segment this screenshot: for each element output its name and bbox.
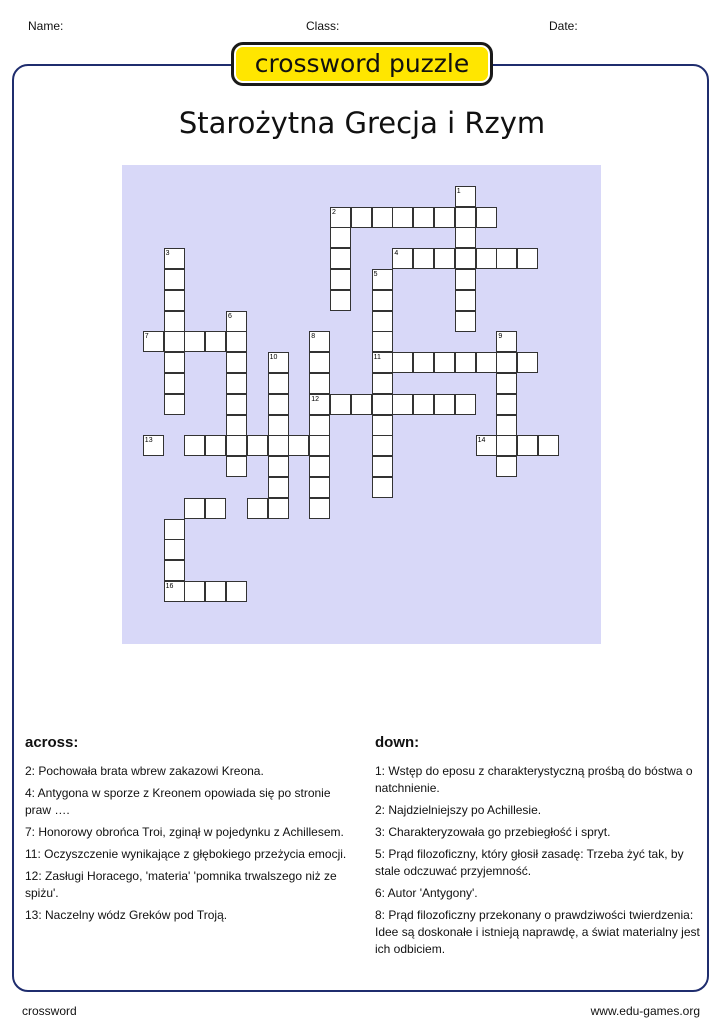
clue-number: 9 <box>498 333 503 341</box>
across-clue: 11: Oczyszczenie wynikające z głębokiego przeżycia emocji. <box>25 847 347 861</box>
grid-cell[interactable] <box>455 248 476 269</box>
grid-cell[interactable] <box>455 311 476 332</box>
grid-cell[interactable] <box>288 435 309 456</box>
grid-cell[interactable] <box>164 394 185 415</box>
grid-cell[interactable] <box>330 207 351 228</box>
down-heading: down: <box>375 734 420 751</box>
grid-cell[interactable] <box>143 435 164 456</box>
grid-cell[interactable] <box>517 248 538 269</box>
grid-cell[interactable] <box>226 415 247 436</box>
grid-cell[interactable] <box>309 352 330 373</box>
clue-number: 12 <box>311 395 319 403</box>
grid-cell[interactable] <box>330 290 351 311</box>
grid-cell[interactable] <box>372 207 393 228</box>
across-clue: 12: Zasługi Horacego, 'materia' 'pomnika trwalszego niż ze spiżu'. <box>25 869 337 900</box>
grid-cell[interactable] <box>476 352 497 373</box>
clue-number: 2 <box>332 208 336 216</box>
grid-cell[interactable] <box>164 311 185 332</box>
grid-cell[interactable] <box>268 477 289 498</box>
grid-cell[interactable] <box>392 352 413 373</box>
grid-cell[interactable] <box>226 435 247 456</box>
grid-cell[interactable] <box>372 352 393 373</box>
clue-number: 3 <box>165 250 170 258</box>
grid-cell[interactable] <box>309 456 330 477</box>
grid-cell[interactable] <box>268 498 289 519</box>
grid-cell[interactable] <box>164 352 185 373</box>
grid-cell[interactable] <box>413 352 434 373</box>
grid-cell[interactable] <box>268 435 289 456</box>
crossword-grid <box>122 165 601 644</box>
grid-cell[interactable] <box>372 394 393 415</box>
grid-cell[interactable] <box>476 248 497 269</box>
grid-cell[interactable] <box>434 394 455 415</box>
puzzle-title: Starożytna Grecja i Rzym <box>178 106 546 140</box>
grid-cell[interactable] <box>392 394 413 415</box>
grid-cell[interactable] <box>226 456 247 477</box>
grid-cell[interactable] <box>372 415 393 436</box>
grid-cell[interactable] <box>268 373 289 394</box>
across-clue: 7: Honorowy obrońca Troi, zginął w pojedynku z Achillesem. <box>25 825 344 839</box>
grid-cell[interactable] <box>226 394 247 415</box>
down-clue: 2: Najdzielniejszy po Achillesie. <box>375 803 542 817</box>
across-clue: 4: Antygona w sporze z Kreonem opowiada się po stronie praw …. <box>25 786 331 817</box>
grid-cell[interactable] <box>309 498 330 519</box>
grid-cell[interactable] <box>392 248 413 269</box>
grid-cell[interactable] <box>226 373 247 394</box>
clue-number: 11 <box>373 354 381 362</box>
grid-cell[interactable] <box>164 248 185 269</box>
grid-cell[interactable] <box>164 373 185 394</box>
grid-cell[interactable] <box>372 456 393 477</box>
grid-cell[interactable] <box>496 331 517 352</box>
grid-cell[interactable] <box>496 352 517 373</box>
grid-cell[interactable] <box>247 435 268 456</box>
grid-cell[interactable] <box>372 290 393 311</box>
grid-cell[interactable] <box>268 352 289 373</box>
grid-cell[interactable] <box>309 373 330 394</box>
grid-cell[interactable] <box>309 415 330 436</box>
across-clue: 2: Pochowała brata wbrew zakazowi Kreona. <box>25 764 264 778</box>
grid-cell[interactable] <box>309 394 330 415</box>
grid-cell[interactable] <box>434 248 455 269</box>
grid-cell[interactable] <box>205 498 226 519</box>
grid-cell[interactable] <box>164 331 185 352</box>
grid-cell[interactable] <box>330 269 351 290</box>
down-clue: 3: Charakteryzowała go przebiegłość i spryt. <box>375 825 611 839</box>
grid-cell[interactable] <box>164 560 185 581</box>
grid-cell[interactable] <box>413 207 434 228</box>
grid-cell[interactable] <box>372 435 393 456</box>
grid-cell[interactable] <box>205 331 226 352</box>
grid-cell[interactable] <box>226 331 247 352</box>
name-label: Name: <box>28 19 64 33</box>
grid-cell[interactable] <box>164 290 185 311</box>
clue-number: 1 <box>456 187 461 195</box>
across-clues <box>25 734 355 929</box>
grid-cell[interactable] <box>184 581 205 602</box>
grid-cell[interactable] <box>372 269 393 290</box>
grid-cell[interactable] <box>309 477 330 498</box>
grid-cell[interactable] <box>413 394 434 415</box>
down-clue: 6: Autor 'Antygony'. <box>375 886 478 900</box>
clue-number: 13 <box>144 437 153 445</box>
clue-number: 16 <box>165 583 174 590</box>
grid-cell[interactable] <box>496 373 517 394</box>
grid-cell[interactable] <box>351 207 372 228</box>
across-heading: across: <box>25 734 79 751</box>
grid-cell[interactable] <box>476 435 497 456</box>
grid-cell[interactable] <box>205 435 226 456</box>
date-label: Date: <box>549 19 578 33</box>
clue-number: 4 <box>394 250 399 258</box>
clue-number: 5 <box>373 271 378 278</box>
down-clue: 1: Wstęp do eposu z charakterystyczną prośbą do bóstwa o natchnienie. <box>375 764 693 795</box>
down-clue: 5: Prąd filozoficzny, który głosił zasadę: Trzeba żyć tak, by stale odczuwać przyjemność. <box>375 847 684 878</box>
grid-cell[interactable] <box>184 331 205 352</box>
clue-number: 8 <box>311 333 316 341</box>
grid-cell[interactable] <box>455 186 476 207</box>
grid-cell[interactable] <box>392 207 413 228</box>
grid-cell[interactable] <box>372 331 393 352</box>
grid-cell[interactable] <box>413 248 434 269</box>
footer-left: crossword <box>22 1004 77 1018</box>
grid-cell[interactable] <box>434 207 455 228</box>
grid-cell[interactable] <box>455 269 476 290</box>
grid-cell[interactable] <box>184 498 205 519</box>
grid-cell[interactable] <box>184 435 205 456</box>
clue-number: 14 <box>477 437 486 445</box>
across-clue: 13: Naczelny wódz Greków pod Troją. <box>25 908 228 922</box>
grid-cell[interactable] <box>476 207 497 228</box>
grid-cell[interactable] <box>434 352 455 373</box>
footer-right: www.edu-games.org <box>590 1004 700 1018</box>
class-label: Class: <box>306 19 340 33</box>
grid-cell[interactable] <box>372 477 393 498</box>
grid-cell[interactable] <box>247 498 268 519</box>
down-clue: 8: Prąd filozoficzny przekonany o prawdziwości twierdzenia: Idee są doskonałe i istnieją naprawdę, a świat materialny jest ich odbiciem. <box>375 908 700 956</box>
grid-cell[interactable] <box>330 227 351 248</box>
grid-cell[interactable] <box>205 581 226 602</box>
grid-cell[interactable] <box>372 373 393 394</box>
grid-cell[interactable] <box>268 415 289 436</box>
grid-cell[interactable] <box>226 352 247 373</box>
grid-cell[interactable] <box>226 581 247 602</box>
grid-cell[interactable] <box>496 456 517 477</box>
grid-cell[interactable] <box>226 311 247 332</box>
grid-cell[interactable] <box>455 227 476 248</box>
grid-cell[interactable] <box>164 269 185 290</box>
crossword-banner: crossword puzzle <box>231 42 493 86</box>
grid-cell[interactable] <box>372 311 393 332</box>
grid-cell[interactable] <box>517 352 538 373</box>
grid-cell[interactable] <box>330 248 351 269</box>
grid-cell[interactable] <box>538 435 559 456</box>
grid-cell[interactable] <box>309 435 330 456</box>
down-clues <box>375 734 705 963</box>
grid-cell[interactable] <box>455 352 476 373</box>
grid-cell[interactable] <box>455 207 476 228</box>
grid-cell[interactable] <box>268 456 289 477</box>
grid-cell[interactable] <box>164 581 185 602</box>
grid-cell[interactable] <box>330 394 351 415</box>
clue-number: 7 <box>144 333 149 341</box>
grid-cell[interactable] <box>496 394 517 415</box>
grid-cell[interactable] <box>351 394 372 415</box>
clue-number: 10 <box>269 354 278 362</box>
grid-cell[interactable] <box>496 248 517 269</box>
grid-cell[interactable] <box>496 435 517 456</box>
grid-cell[interactable] <box>517 435 538 456</box>
grid-cell[interactable] <box>164 539 185 560</box>
grid-cell[interactable] <box>309 331 330 352</box>
grid-cell[interactable] <box>455 290 476 311</box>
grid-cell[interactable] <box>496 415 517 436</box>
grid-cell[interactable] <box>268 394 289 415</box>
clue-number: 6 <box>228 312 232 320</box>
grid-cell[interactable] <box>143 331 164 352</box>
grid-cell[interactable] <box>455 394 476 415</box>
grid-cell[interactable] <box>164 519 185 540</box>
